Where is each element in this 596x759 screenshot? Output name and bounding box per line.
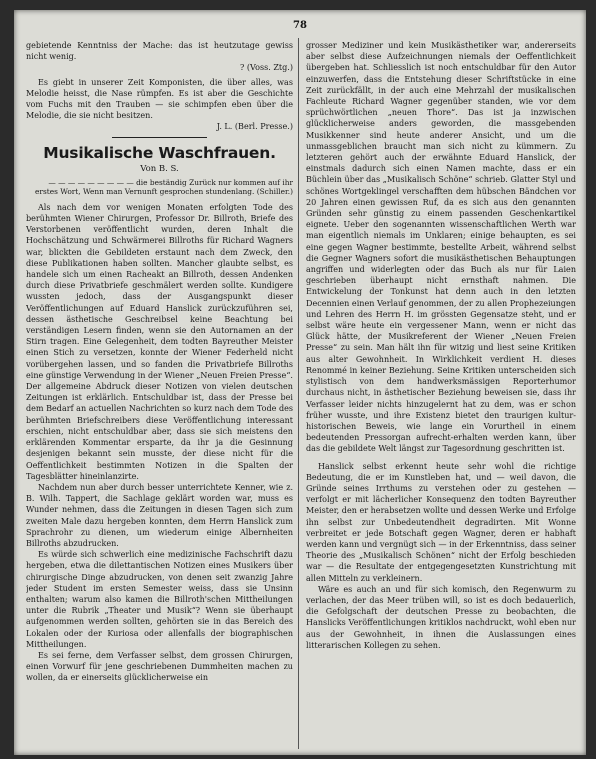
right-paragraph: grosser Mediziner und kein Musikästhetiker war, andererseits aber selbst diese Aufzeichnungen niemals der Oeffentlichkeit übergeben hat. Schliesslich ist noch entschuldbar für den Autor einzuwerfen, dass die Entstehung dieser Schriftstücke in eine Zeit zurückfällt, in der auch eine Mehrzahl der musikalischen Fachleute Richard Wagner gegenüber standen, wie vor dem sprüchwörtlichen „neuen Thore“. Das ist ja inzwischen glücklicherweise anders geworden, die massgebenden Musikkenner sind heute anderer Ansicht, und um die unmassgeblichen braucht man sich nicht zu kümmern. Zu letzteren gehört auch der erwähnte Eduard Hanslick, der einstmals dadurch sich einen Namen machte, dass er ein Büchlein über das „Musikalisch Schöne“ schrieb. Glatter Styl und schönes Wortgeklingel verschafften dem hübschen Bändchen vor 20 Jahren einen gewissen Ruf, da es sich aus den genannten Gründen sehr günstig zu einem passenden Geschenkartikel eignete. Ueber den sogenannten wissenschaftlichen Werth war man eigentlich niemals im Unklaren; einige behaupten, es sei eine gegen Wagner bestimmte, bestellte Arbeit, während selbst die Gegner Wagners sofort die musikästhetischen Behauptungen angriffen und widerlegten oder das Buch als nur für Laien geschrieben überhaupt nicht ernsthaft nahmen. Die Entwickelung der Tonkunst hat denn auch in den letzten Decennien einen Verlauf genommen, der zu allen Prophezeiungen und Lehren des Herrn H. im grössten Gegensatze steht, und er selbst wäre heute ein vergessener Mann, wenn er nicht das Glück hätte, der Musikreferent der Wiener „Neuen Freien Presse“ zu sein. Man hält ihn für witzig und liest seine Kritiken aus alter Gewohnheit. In Wirklichkeit verdient H. dieses Renommé in keiner Beziehung. Seine Kritiken unterscheiden sich stylistisch von dem handwerksmässigen Reporterhumor durchaus nicht, in ästhetischer Beziehung beweisen sie, dass ihr Verfasser leider nichts hinzugelernt hat zu dem, was er schon früher wusste, und ihre Existenz bietet den traurigen kultur-historischen Beweis, wie lange ein Vorurtheil in einem bedeutenden Pressorgan aufrecht-erhalten werden kann, über das die gebildete Welt längst zur Tagesordnung geschritten ist. xyxy=(306,41,576,454)
left-paragraph: Nachdem nun aber durch besser unterrichtete Kenner, wie z. B. Wilh. Tappert, die Sachlage geklärt worden war, muss es Wunder nehmen, dass die Zeitungen in diesen Tagen sich zum zweiten Male dazu hergeben konnten, dem Herrn Hanslick zum Sprachrohr zu dienen, um wiederum einige Albernheiten Billroths abzudrucken. xyxy=(26,482,293,548)
page-number: 78 xyxy=(293,20,307,31)
right-paragraph: Hanslick selbst erkennt heute sehr wohl die richtige Bedeutung, die er im Kunstleben hat, und — weil davon, die Gründe seines Irrthums zu verstehen oder zu gestehen — verfolgt er mit lächerlicher Konsequenz den todten Bayreuther Meister, den er herabsetzen wollte und dessen Werke und Erfolge ihn selbst zur Unbedeutendheit degradirten. Mit Wonne verbreitet er jede Botschaft gegen Wagner, deren er habhaft werden kann und vergnügt sich — in der Erkenntniss, dass seiner Theorie des „Musikalisch Schönen“ nicht der Erfolg beschieden war — die Resultate der entgegengesetzten Kunstrichtung mit allen Mitteln zu verkleinern. xyxy=(306,461,576,583)
newspaper-page xyxy=(14,10,586,755)
right-column xyxy=(306,40,576,747)
intro-paragraph: gebietende Kenntniss der Mache: das ist heutzutage gewiss nicht wenig. xyxy=(26,41,293,62)
column-divider xyxy=(298,38,299,749)
aesop-source: J. L. (Berl. Presse.) xyxy=(216,122,293,132)
left-column xyxy=(26,40,293,747)
article-author: Von B. S. xyxy=(140,163,179,174)
right-paragraph: Wäre es auch an und für sich komisch, den Regenwurm zu verlachen, der das Meer trüben will, so ist es doch bedauerlich, die Gefolgschaft der deutschen Presse zu beobachten, die Hanslicks Veröffentlichungen kritiklos nachdruckt, wohl eben nur aus der Gewohnheit, in ihnen die Auslassungen eines litterarischen Kollegen zu sehen. xyxy=(306,584,576,650)
section-rule xyxy=(112,137,207,138)
aesop-paragraph: Es giebt in unserer Zeit Komponisten, die über alles, was Melodie heisst, die Nase rümpfen. Es ist aber die Geschichte vom Fuchs mit den Trauben — sie schimpfen eben über die Melodie, die sie nicht besitzen. xyxy=(26,77,293,121)
left-paragraph: Als nach dem vor wenigen Monaten erfolgten Tode des berühmten Wiener Chirurgen, Professor Dr. Billroth, Briefe des Verstorbenen veröffentlicht wurden, deren Inhalt die Hochschätzung und Schwärmerei Billroths für Richard Wagners war, blickten die Gebildeten erstaunt nach dem Zweck, den diese Publikationen haben sollten. Mancher glaubte selbst, es handele sich um einen Racheakt an Billroth, dessen Andenken durch diese Privatbriefe geschmälert werden sollte. Kundigere wussten jedoch, dass der Ausgangspunkt dieser Veröffentlichungen auf Eduard Hanslick zurückzuführen sei, dessen ästhetische Geschreibsel keine Beachtung bei verständigen Lesern finden, wenn sie den Autornamen an der Stirn tragen. Eine Gelegenheit, dem todten Bayreuther Meister einen Stich zu versetzen, konnte der Wiener Federheld nicht vorübergehen lassen, und so fanden die Privatbriefe Billroths eine günstige Verwendung in der Wiener „Neuen Freien Presse“. Der allgemeine Abdruck dieser Notizen von vielen deutschen Zeitungen ist erklärlich. Entschuldbar ist, dass der Presse bei dem Bedarf an actuellen Nachrichten so kurz nach dem Tode des berühmten Briefschreibers diese Veröffentlichung interessant erschien, nicht entschuldbar aber, dass sie sich meistens den erklärenden Kommentar ersparte, da ihr ja die Gesinnung desjenigen bekannt sein musste, der diese nicht für die Oeffentlichkeit bestimmten Notizen in die Spalten der Tagesblätter hineinlanzirte. xyxy=(26,202,293,481)
left-paragraph: Es würde sich schwerlich eine medizinische Fachschrift dazu hergeben, etwa die dilettantischen Notizen eines Musikers über chirurgische Dinge abzudrucken, von denen seit zwanzig Jahre jeder Student im ersten Semester weiss, dass sie Unsinn enthalten; warum also kamen die Billroth'schen Mittheilungen unter die Rubrik „Theater und Musik“? Wenn sie überhaupt aufgenommen werden sollten, gehörten sie in das Bereich des Lokalen oder der Kuriosa oder allenfalls der biographischen Mittheilungen. xyxy=(26,550,293,649)
intro-source: ? (Voss. Ztg.) xyxy=(240,63,293,73)
article-title: Musikalische Waschfrauen. xyxy=(43,143,276,162)
left-paragraph: Es sei ferne, dem Verfasser selbst, dem grossen Chirurgen, einen Vorwurf für jene geschriebenen Dummheiten machen zu wollen, da er einerseits glücklicherweise ein xyxy=(26,650,293,683)
article-motto: — — — — — — — — — die beständig Zurück nur kommen auf ihr erstes Wort, Wenn man Vernunft gesprochen stundenlang. (Schiller.) xyxy=(35,177,293,197)
